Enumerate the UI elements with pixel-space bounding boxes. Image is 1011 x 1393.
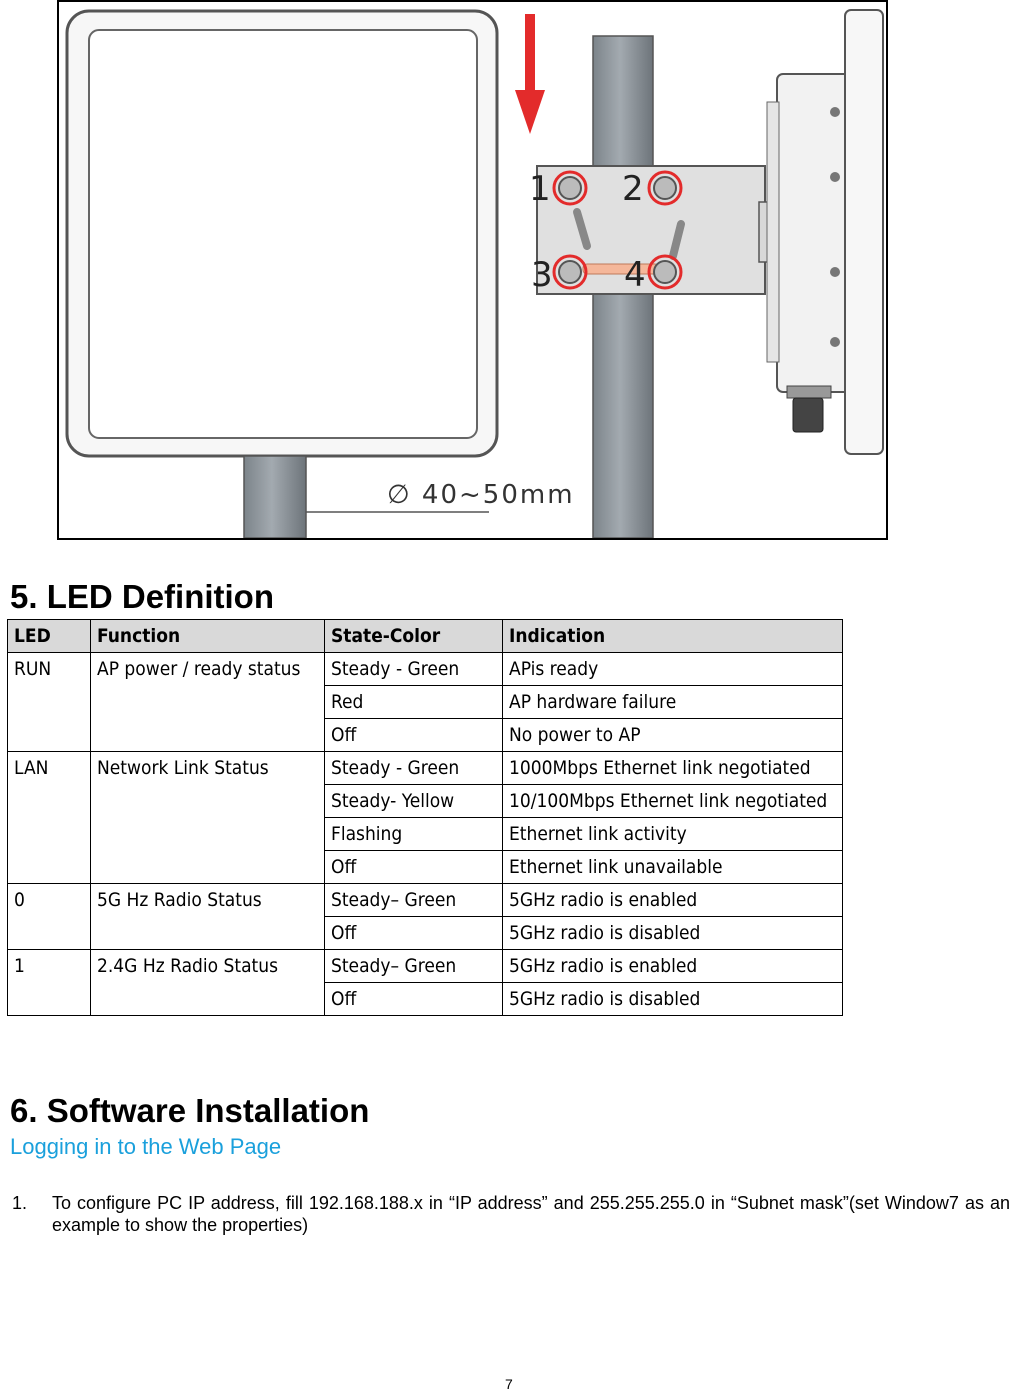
table-row — [8, 884, 843, 917]
indication-cell: No power to AP — [503, 719, 843, 752]
indication-cell: 1000Mbps Ethernet link negotiated — [503, 752, 843, 785]
state-cell: Steady- Yellow — [325, 785, 503, 818]
state-cell: Off — [325, 719, 503, 752]
callout-3: 3 — [531, 255, 553, 295]
function-cell: Network Link Status — [91, 752, 325, 884]
indication-cell: 5GHz radio is disabled — [503, 917, 843, 950]
down-arrow — [515, 14, 545, 134]
header-indication: Indication — [503, 620, 843, 653]
state-cell: Steady– Green — [325, 950, 503, 983]
table-row — [8, 653, 843, 686]
indication-cell: 10/100Mbps Ethernet link negotiated — [503, 785, 843, 818]
page-number: 7 — [505, 1376, 513, 1392]
table-row — [8, 752, 843, 785]
indication-cell: Ethernet link unavailable — [503, 851, 843, 884]
callout-2: 2 — [622, 169, 644, 209]
table-header-row — [8, 620, 843, 653]
callout-1: 1 — [529, 169, 551, 209]
state-cell: Flashing — [325, 818, 503, 851]
state-cell: Red — [325, 686, 503, 719]
state-cell: Steady– Green — [325, 884, 503, 917]
step-number: 1. — [12, 1193, 28, 1213]
led-cell: RUN — [8, 653, 91, 752]
table-row — [8, 950, 843, 983]
mounting-drawing — [59, 2, 886, 538]
indication-cell: AP hardware failure — [503, 686, 843, 719]
indication-cell: 5GHz radio is enabled — [503, 950, 843, 983]
state-cell: Off — [325, 983, 503, 1016]
diameter-label: ∅ 40~50mm — [387, 480, 575, 510]
state-cell: Steady - Green — [325, 752, 503, 785]
header-function: Function — [91, 620, 325, 653]
callout-4: 4 — [624, 255, 646, 295]
mounting-figure — [57, 0, 888, 540]
antenna-side-view — [759, 10, 883, 454]
function-cell: 2.4G Hz Radio Status — [91, 950, 325, 1016]
led-definition-table — [7, 619, 843, 1016]
header-state-color: State-Color — [325, 620, 503, 653]
function-cell: AP power / ready status — [91, 653, 325, 752]
function-cell: 5G Hz Radio Status — [91, 884, 325, 950]
indication-cell: 5GHz radio is disabled — [503, 983, 843, 1016]
mounting-bracket — [537, 166, 765, 294]
state-cell: Steady - Green — [325, 653, 503, 686]
led-cell: LAN — [8, 752, 91, 884]
indication-cell: APis ready — [503, 653, 843, 686]
header-led: LED — [8, 620, 91, 653]
antenna-front-panel — [67, 11, 497, 456]
section-5-heading: 5. LED Definition — [10, 578, 274, 615]
section-6-subheading: Logging in to the Web Page — [10, 1134, 282, 1159]
indication-cell: 5GHz radio is enabled — [503, 884, 843, 917]
state-cell: Off — [325, 917, 503, 950]
led-cell: 0 — [8, 884, 91, 950]
indication-cell: Ethernet link activity — [503, 818, 843, 851]
section-6-heading: 6. Software Installation — [10, 1092, 370, 1129]
step-text: To configure PC IP address, fill 192.168.188.x in “IP address” and 255.255.255.0 in “Subnet mask”(set Window7 as an example to show the properties) — [52, 1193, 1010, 1235]
state-cell: Off — [325, 851, 503, 884]
led-cell: 1 — [8, 950, 91, 1016]
